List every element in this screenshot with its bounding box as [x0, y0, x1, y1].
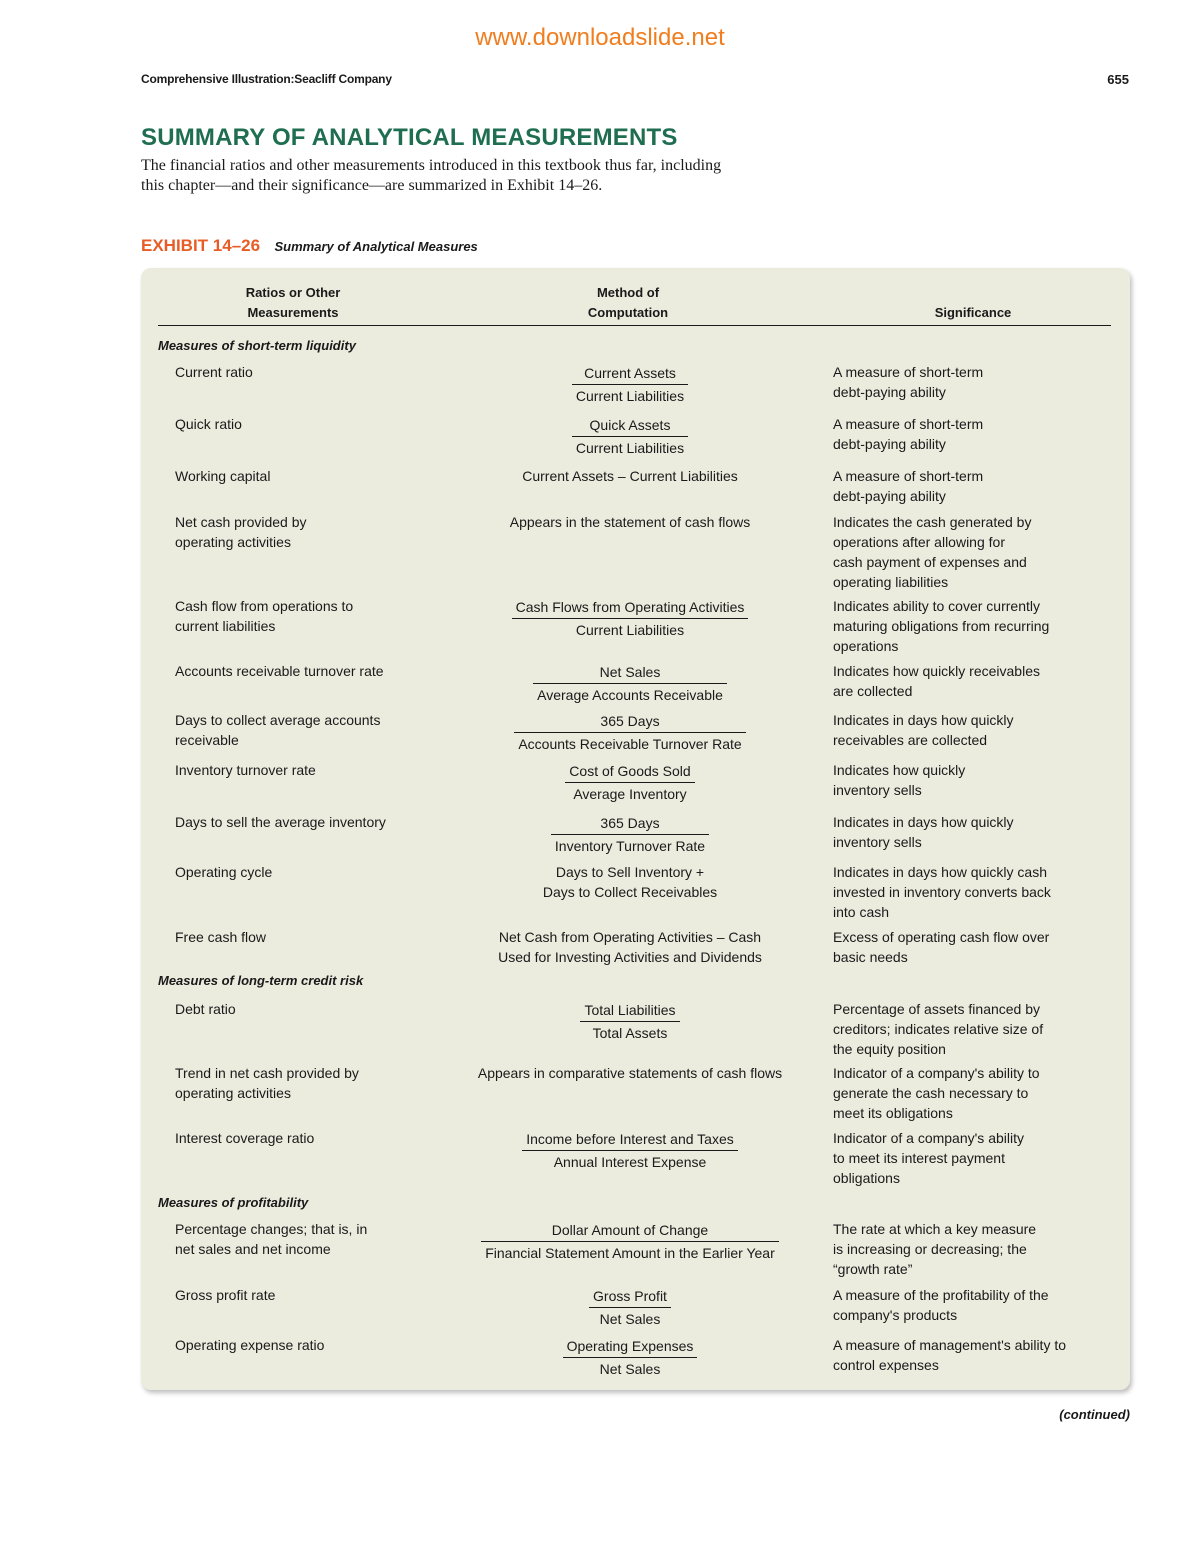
sig-line: to meet its interest payment: [833, 1150, 1005, 1166]
name-line: Debt ratio: [175, 1001, 236, 1017]
method-of-computation: [445, 999, 815, 1044]
exhibit-heading: [141, 236, 478, 256]
significance: [833, 1219, 1133, 1279]
measure-name: [175, 812, 458, 832]
denominator: Current Liabilities: [575, 622, 685, 638]
significance: [833, 362, 1133, 402]
numerator: Total Liabilities: [580, 999, 679, 1022]
name-line: Quick ratio: [175, 416, 242, 432]
numerator: 365 Days: [514, 710, 745, 733]
sig-line: inventory sells: [833, 834, 922, 850]
name-line: Gross profit rate: [175, 1287, 276, 1303]
formula-fraction: [565, 760, 694, 805]
measure-name: [175, 414, 458, 434]
significance: [833, 1128, 1133, 1188]
intro-line: The financial ratios and other measurements introduced in this textbook thus far, including: [141, 157, 722, 174]
intro-paragraph: [141, 156, 901, 196]
intro-line: this chapter—and their significance—are summarized in Exhibit 14–26.: [141, 177, 603, 194]
method-line: Net Cash from Operating Activities – Cash: [498, 929, 762, 945]
sig-line: debt-paying ability: [833, 384, 946, 400]
significance: [833, 512, 1133, 592]
denominator: Inventory Turnover Rate: [554, 838, 706, 854]
name-line: Inventory turnover rate: [175, 762, 316, 778]
denominator: Net Sales: [599, 1361, 661, 1377]
sig-line: Indicates how quickly receivables: [833, 663, 1040, 679]
name-line: Days to sell the average inventory: [175, 814, 386, 830]
sig-line: A measure of short-term: [833, 468, 984, 484]
name-line: Accounts receivable turnover rate: [175, 663, 384, 679]
name-line: Trend in net cash provided by: [175, 1065, 359, 1081]
method-line: Appears in the statement of cash flows: [509, 514, 751, 530]
header-line: Ratios or Other: [245, 285, 341, 300]
name-line: operating activities: [175, 1085, 291, 1101]
measure-name: [175, 661, 458, 681]
exhibit-number: EXHIBIT 14–26: [141, 236, 261, 255]
sig-line: obligations: [833, 1170, 900, 1186]
measure-name: [175, 1335, 458, 1355]
formula-fraction: [481, 1219, 779, 1264]
significance: [833, 862, 1133, 922]
group-heading-credit: Measures of long-term credit risk: [158, 973, 364, 988]
group-heading-liquidity: Measures of short-term liquidity: [158, 338, 356, 353]
page-number: 655: [1107, 72, 1129, 87]
formula-fraction: [522, 1128, 738, 1173]
method-of-computation: [445, 1063, 815, 1083]
method-line: Used for Investing Activities and Dividends: [498, 949, 762, 965]
measure-name: [175, 596, 458, 636]
sig-line: invested in inventory converts back: [833, 884, 1051, 900]
numerator: Cash Flows from Operating Activities: [512, 596, 749, 619]
method-of-computation: [445, 466, 815, 486]
sig-line: creditors; indicates relative size of: [833, 1021, 1044, 1037]
name-line: Days to collect average accounts: [175, 712, 381, 728]
sig-line: operating liabilities: [833, 574, 949, 590]
column-header-significance: Significance: [934, 305, 1012, 320]
numerator: Income before Interest and Taxes: [522, 1128, 738, 1151]
formula-fraction: [563, 1335, 698, 1380]
measure-name: [175, 760, 458, 780]
sig-line: generate the cash necessary to: [833, 1085, 1029, 1101]
measure-name: [175, 862, 458, 882]
numerator: Operating Expenses: [563, 1335, 698, 1358]
column-headers: [158, 283, 1111, 326]
significance: [833, 661, 1133, 701]
formula-fraction: [589, 1285, 671, 1330]
sig-line: meet its obligations: [833, 1105, 953, 1121]
method-of-computation: [445, 710, 815, 755]
measure-name: [175, 1128, 458, 1148]
sig-line: operations: [833, 638, 899, 654]
sig-line: Excess of operating cash flow over: [833, 929, 1050, 945]
method-of-computation: [445, 596, 815, 641]
method-of-computation: [445, 1285, 815, 1330]
sig-line: Indicates in days how quickly cash: [833, 864, 1047, 880]
method-of-computation: [445, 661, 815, 706]
significance: [833, 1335, 1133, 1375]
sig-line: A measure of short-term: [833, 416, 984, 432]
method-of-computation: [445, 1219, 815, 1264]
method-of-computation: [445, 760, 815, 805]
measure-name: [175, 362, 458, 382]
formula-fraction: [514, 710, 745, 755]
sig-line: Indicator of a company's ability to: [833, 1065, 1040, 1081]
sig-line: Indicates ability to cover currently: [833, 598, 1040, 614]
sig-line: control expenses: [833, 1357, 939, 1373]
sig-line: A measure of the profitability of the: [833, 1287, 1049, 1303]
sig-line: Indicates how quickly: [833, 762, 966, 778]
method-of-computation: [445, 927, 815, 967]
numerator: Cost of Goods Sold: [565, 760, 694, 783]
formula-fraction: [572, 414, 688, 459]
sig-line: into cash: [833, 904, 890, 920]
name-line: current liabilities: [175, 618, 276, 634]
column-header-computation: [543, 283, 713, 323]
method-of-computation: [445, 1335, 815, 1380]
significance: [833, 760, 1133, 800]
running-head: Comprehensive Illustration:Seacliff Company: [141, 72, 392, 86]
denominator: Financial Statement Amount in the Earlier Year: [485, 1245, 775, 1261]
significance: [833, 927, 1133, 967]
denominator: Current Liabilities: [575, 388, 685, 404]
sig-line: basic needs: [833, 949, 908, 965]
numerator: Dollar Amount of Change: [481, 1219, 779, 1242]
column-header-measurements: [208, 283, 378, 323]
sig-line: debt-paying ability: [833, 436, 946, 452]
sig-line: The rate at which a key measure: [833, 1221, 1037, 1237]
method-line: Appears in comparative statements of cash flows: [477, 1065, 783, 1081]
sig-line: is increasing or decreasing; the: [833, 1241, 1027, 1257]
significance: [833, 1063, 1133, 1123]
measure-name: [175, 710, 458, 750]
denominator: Average Inventory: [573, 786, 687, 802]
name-line: operating activities: [175, 534, 291, 550]
method-line: Days to Sell Inventory +: [555, 864, 705, 880]
formula-fraction: [551, 812, 709, 857]
method-line: Current Assets – Current Liabilities: [522, 468, 738, 484]
name-line: Current ratio: [175, 364, 253, 380]
measure-name: [175, 512, 458, 552]
continued-note: (continued): [1059, 1407, 1130, 1422]
denominator: Average Accounts Receivable: [537, 687, 723, 703]
measure-name: [175, 999, 458, 1019]
sig-line: “growth rate”: [833, 1261, 913, 1277]
name-line: Cash flow from operations to: [175, 598, 354, 614]
name-line: receivable: [175, 732, 239, 748]
numerator: Net Sales: [533, 661, 727, 684]
formula-fraction: [512, 596, 749, 641]
sig-line: Percentage of assets financed by: [833, 1001, 1041, 1017]
section-title: SUMMARY OF ANALYTICAL MEASUREMENTS: [141, 124, 678, 151]
name-line: Free cash flow: [175, 929, 267, 945]
method-of-computation: [445, 512, 815, 532]
denominator: Total Assets: [592, 1025, 668, 1041]
sig-line: A measure of management's ability to: [833, 1337, 1067, 1353]
sig-line: receivables are collected: [833, 732, 988, 748]
sig-line: inventory sells: [833, 782, 922, 798]
sig-line: the equity position: [833, 1041, 946, 1057]
numerator: 365 Days: [551, 812, 709, 835]
sig-line: A measure of short-term: [833, 364, 984, 380]
significance: [833, 710, 1133, 750]
formula-fraction: [572, 362, 688, 407]
method-of-computation: [445, 362, 815, 407]
formula-fraction: [580, 999, 679, 1044]
measure-name: [175, 1219, 458, 1259]
name-line: Net cash provided by: [175, 514, 307, 530]
formula-fraction: [533, 661, 727, 706]
numerator: Current Assets: [572, 362, 688, 385]
sig-line: are collected: [833, 683, 913, 699]
significance: [833, 596, 1133, 656]
measure-name: [175, 466, 458, 486]
method-of-computation: [445, 414, 815, 459]
significance: [833, 999, 1133, 1059]
method-of-computation: [445, 812, 815, 857]
measure-name: [175, 927, 458, 947]
denominator: Current Liabilities: [575, 440, 685, 456]
method-line: Days to Collect Receivables: [542, 884, 718, 900]
sig-line: company's products: [833, 1307, 958, 1323]
denominator: Net Sales: [599, 1311, 661, 1327]
header-line: Computation: [587, 305, 669, 320]
sig-line: debt-paying ability: [833, 488, 946, 504]
sig-line: Indicates in days how quickly: [833, 712, 1014, 728]
group-heading-profitability: Measures of profitability: [158, 1195, 309, 1210]
denominator: Accounts Receivable Turnover Rate: [518, 736, 742, 752]
name-line: Operating cycle: [175, 864, 273, 880]
method-of-computation: [445, 1128, 815, 1173]
significance: [833, 414, 1133, 454]
numerator: Gross Profit: [589, 1285, 671, 1308]
watermark-url[interactable]: www.downloadslide.net: [475, 24, 725, 51]
method-of-computation: [445, 862, 815, 902]
measure-name: [175, 1285, 458, 1305]
header-line: Method of: [596, 285, 660, 300]
name-line: Percentage changes; that is, in: [175, 1221, 368, 1237]
name-line: Operating expense ratio: [175, 1337, 325, 1353]
name-line: net sales and net income: [175, 1241, 331, 1257]
sig-line: maturing obligations from recurring: [833, 618, 1050, 634]
sig-line: operations after allowing for: [833, 534, 1005, 550]
sig-line: cash payment of expenses and: [833, 554, 1027, 570]
sig-line: Indicates the cash generated by: [833, 514, 1032, 530]
significance: [833, 1285, 1133, 1325]
numerator: Quick Assets: [572, 414, 688, 437]
denominator: Annual Interest Expense: [553, 1154, 707, 1170]
name-line: Working capital: [175, 468, 271, 484]
significance: [833, 466, 1133, 506]
sig-line: Indicator of a company's ability: [833, 1130, 1024, 1146]
measure-name: [175, 1063, 458, 1103]
header-line: Measurements: [247, 305, 339, 320]
significance: [833, 812, 1133, 852]
exhibit-title: Summary of Analytical Measures: [274, 239, 478, 254]
sig-line: Indicates in days how quickly: [833, 814, 1014, 830]
name-line: Interest coverage ratio: [175, 1130, 315, 1146]
